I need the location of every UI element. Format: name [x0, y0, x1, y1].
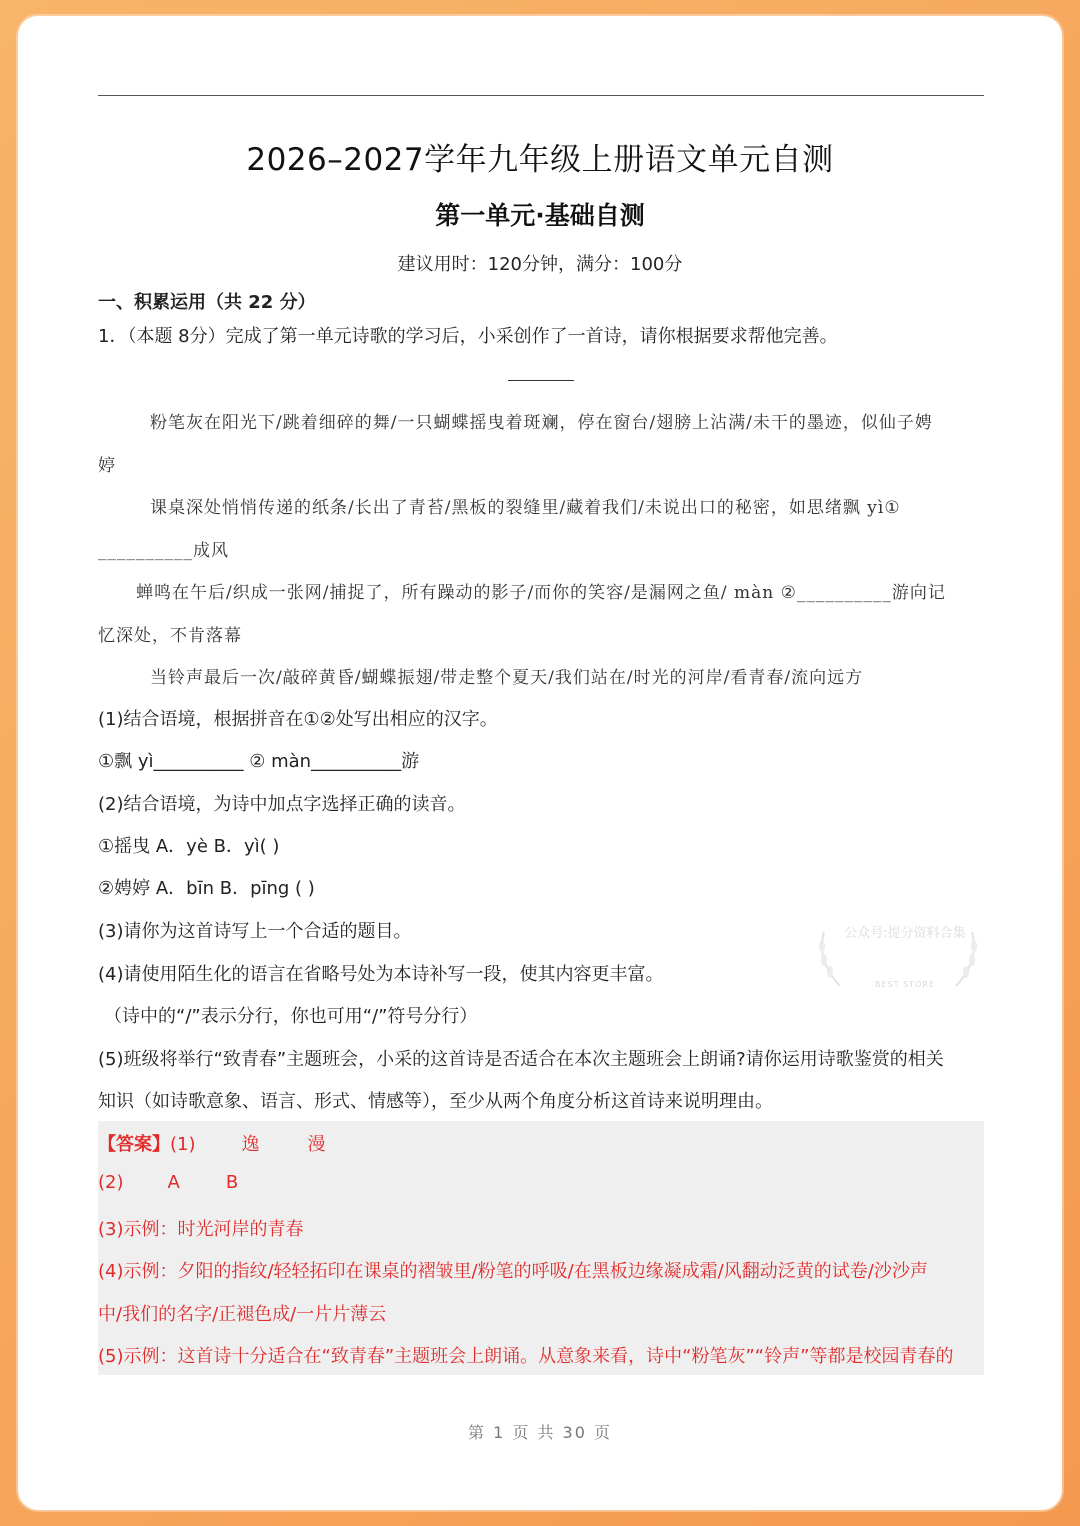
- poem-line-2a: 课桌深处悄悄传递的纸条/长出了青苔/黑板的裂缝里/藏着我们/未说出口的秘密，如思绪飘 yì①: [150, 498, 901, 518]
- answer-2-value-1: A: [167, 1172, 180, 1193]
- sub-question-2-option-b: ②娉婷 A．bīn B．pīng ( ): [98, 878, 315, 899]
- watermark-subtext: BEST STORE: [875, 980, 935, 989]
- answer-1-label: (1): [170, 1134, 196, 1155]
- question-intro: 1．（本题 8分）完成了第一单元诗歌的学习后，小采创作了一首诗，请你根据要求帮他完善。: [98, 326, 838, 347]
- watermark-seal: [810, 912, 986, 998]
- page-footer: 第 1 页 共 30 页: [468, 1423, 612, 1442]
- doc-subtitle: 第一单元·基础自测: [435, 201, 645, 230]
- sub-question-2: (2)结合语境，为诗中加点字选择正确的读音。: [98, 794, 466, 815]
- poem-line-2b: __________成风: [98, 541, 229, 561]
- answer-5: (5)示例：这首诗十分适合在“致青春”主题班会上朗诵。从意象来看，诗中“粉笔灰”“铃声”等都是校园青春的: [98, 1346, 954, 1367]
- poem-line-4: 当铃声最后一次/敲碎黄昏/蝴蝶振翅/带走整个夏天/我们站在/时光的河岸/看青春/流向远方: [150, 668, 864, 688]
- section-heading: 一、积累运用（共 22 分）: [98, 292, 316, 313]
- doc-meta: 建议用时：120分钟，满分：100分: [397, 254, 683, 275]
- sub-question-5a: (5)班级将举行“致青春”主题班会，小采的这首诗是否适合在本次主题班会上朗诵?请你运用诗歌鉴赏的相关: [98, 1049, 944, 1070]
- poem-line-3a: 蝉鸣在午后/织成一张网/捕捉了，所有躁动的影子/而你的笑容/是漏网之鱼/ màn ②__________游向记: [136, 583, 946, 603]
- poem-line-3b: 忆深处，不肯落幕: [98, 626, 242, 646]
- answer-2-label: (2): [98, 1172, 124, 1193]
- answer-2: [98, 1172, 238, 1193]
- answer-tag: 【答案】: [98, 1134, 170, 1155]
- header-rule: [98, 95, 984, 96]
- answer-1-value-1: 逸: [241, 1134, 260, 1155]
- doc-title: 2026–2027学年九年级上册语文单元自测: [246, 142, 834, 178]
- sub-question-5b: 知识（如诗歌意象、语言、形式、情感等），至少从两个角度分析这首诗来说明理由。: [98, 1091, 773, 1112]
- answer-4a: (4)示例：夕阳的指纹/轻轻拓印在课桌的褶皱里/粉笔的呼吸/在黑板边缘凝成霜/风翻动泛黄的试卷/沙沙声: [98, 1261, 928, 1282]
- answer-3: (3)示例：时光河岸的青春: [98, 1219, 304, 1240]
- poem-line-1a: 粉笔灰在阳光下/跳着细碎的舞/一只蝴蝶摇曳着斑斓，停在窗台/翅膀上沾满/未干的墨迹，似仙子娉: [150, 413, 933, 433]
- sub-question-4-note: （诗中的“/”表示分行，你也可用“/”符号分行）: [104, 1006, 478, 1027]
- poem-title-blank: [508, 380, 574, 381]
- answer-2-value-2: B: [225, 1172, 239, 1193]
- answer-1-value-2: 漫: [307, 1134, 326, 1155]
- sub-question-1-blanks: ①飘 yì__________ ② màn__________游: [98, 751, 420, 772]
- watermark-text: 公众号:提分资料合集: [844, 926, 966, 941]
- sub-question-1: (1)结合语境，根据拼音在①②处写出相应的汉字。: [98, 709, 498, 730]
- sub-question-2-option-a: ①摇曳 A．yè B．yì( ): [98, 836, 280, 857]
- poem-line-1b: 婷: [98, 456, 116, 476]
- answer-box: [98, 1121, 984, 1375]
- answer-1: [98, 1130, 326, 1156]
- answer-4b: 中/我们的名字/正褪色成/一片片薄云: [98, 1304, 387, 1325]
- sub-question-4: (4)请使用陌生化的语言在省略号处为本诗补写一段，使其内容更丰富。: [98, 964, 664, 985]
- sub-question-3: (3)请你为这首诗写上一个合适的题目。: [98, 921, 412, 942]
